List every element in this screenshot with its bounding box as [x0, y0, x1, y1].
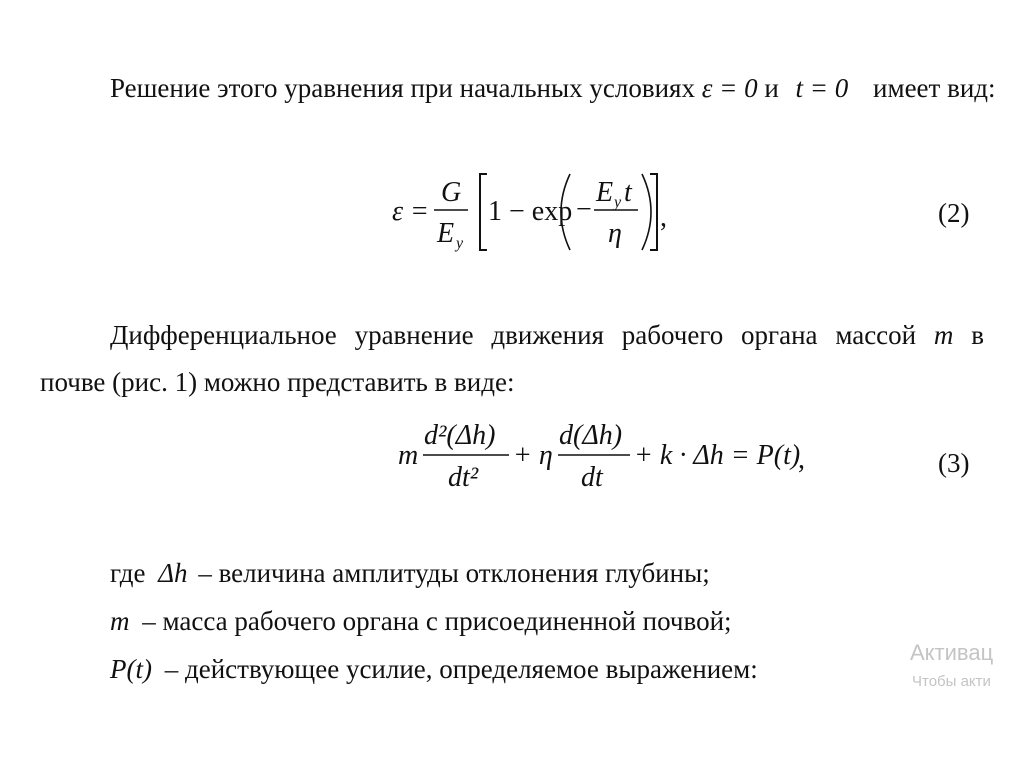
eq2-left-bracket [480, 174, 487, 250]
eq2-inner-numerator-sub: y [614, 194, 622, 211]
eq2-lhs: ε = [392, 196, 429, 227]
eq3-m: m [398, 440, 419, 471]
eq2-one-minus-exp: 1 − exp [488, 196, 573, 227]
equation-2 [388, 168, 708, 258]
eq3-frac1-denominator: dt² [448, 462, 479, 493]
definition-p-of-t [110, 653, 758, 685]
paragraph-word: массой [835, 320, 917, 350]
eq2-frac-denominator: E [437, 218, 455, 249]
paragraph-word: Дифференциальное [110, 320, 337, 350]
eq3-frac1-numerator: d²(Δh) [424, 420, 496, 451]
definition-prefix: где [110, 558, 146, 588]
equation-3 [396, 418, 816, 498]
activation-watermark-title: Активац [910, 640, 994, 665]
eq2-frac-numerator: G [441, 177, 462, 208]
eq2-right-paren [642, 174, 651, 250]
definition-text: – величина амплитуды отклонения глубины; [198, 558, 710, 588]
definition-symbol: Δh [158, 558, 188, 588]
intro-condition-t: t = 0 [795, 73, 849, 103]
eq3-rest: + k · Δh = P(t) [634, 440, 801, 471]
eq3-comma: , [798, 444, 805, 475]
paragraph-word: органа [741, 320, 818, 350]
paragraph-word: уравнение [354, 320, 474, 350]
intro-line [110, 72, 996, 104]
paragraph-word: движения [491, 320, 604, 350]
definition-symbol: m [110, 606, 130, 636]
paragraph-word: рабочего [621, 320, 724, 350]
paragraph-word: в [971, 320, 984, 350]
eq2-comma: , [660, 202, 667, 233]
eq2-inner-minus: − [576, 194, 592, 225]
paragraph-line-1 [110, 319, 984, 351]
activation-watermark-subtitle: Чтобы акти [912, 673, 991, 690]
definition-text: – масса рабочего органа с присоединенной почвой; [142, 606, 732, 636]
equation-3-number: (3) [938, 448, 970, 478]
intro-text: Решение этого уравнения при начальных условиях [110, 73, 695, 103]
intro-text-end: имеет вид: [873, 73, 996, 103]
paragraph-symbol-m: m [933, 320, 954, 350]
eq3-plus-eta: + η [513, 440, 553, 471]
eq2-frac-denominator-sub: y [456, 235, 464, 252]
eq3-frac2-denominator: dt [581, 462, 603, 493]
definition-m [110, 605, 732, 637]
intro-condition-epsilon: ε = 0 [701, 73, 758, 103]
definition-symbol: P(t) [110, 654, 152, 684]
equation-2-number: (2) [938, 198, 970, 228]
paragraph-line-2: почве (рис. 1) можно представить в виде: [40, 367, 515, 397]
definition-delta-h [110, 557, 710, 589]
intro-and: и [764, 73, 779, 103]
eq2-inner-numerator: E [596, 177, 614, 208]
eq2-inner-numerator-t: t [624, 177, 632, 208]
eq2-inner-denominator: η [608, 218, 622, 249]
eq3-frac2-numerator: d(Δh) [559, 420, 623, 451]
definition-text: – действующее усилие, определяемое выражением: [164, 654, 758, 684]
